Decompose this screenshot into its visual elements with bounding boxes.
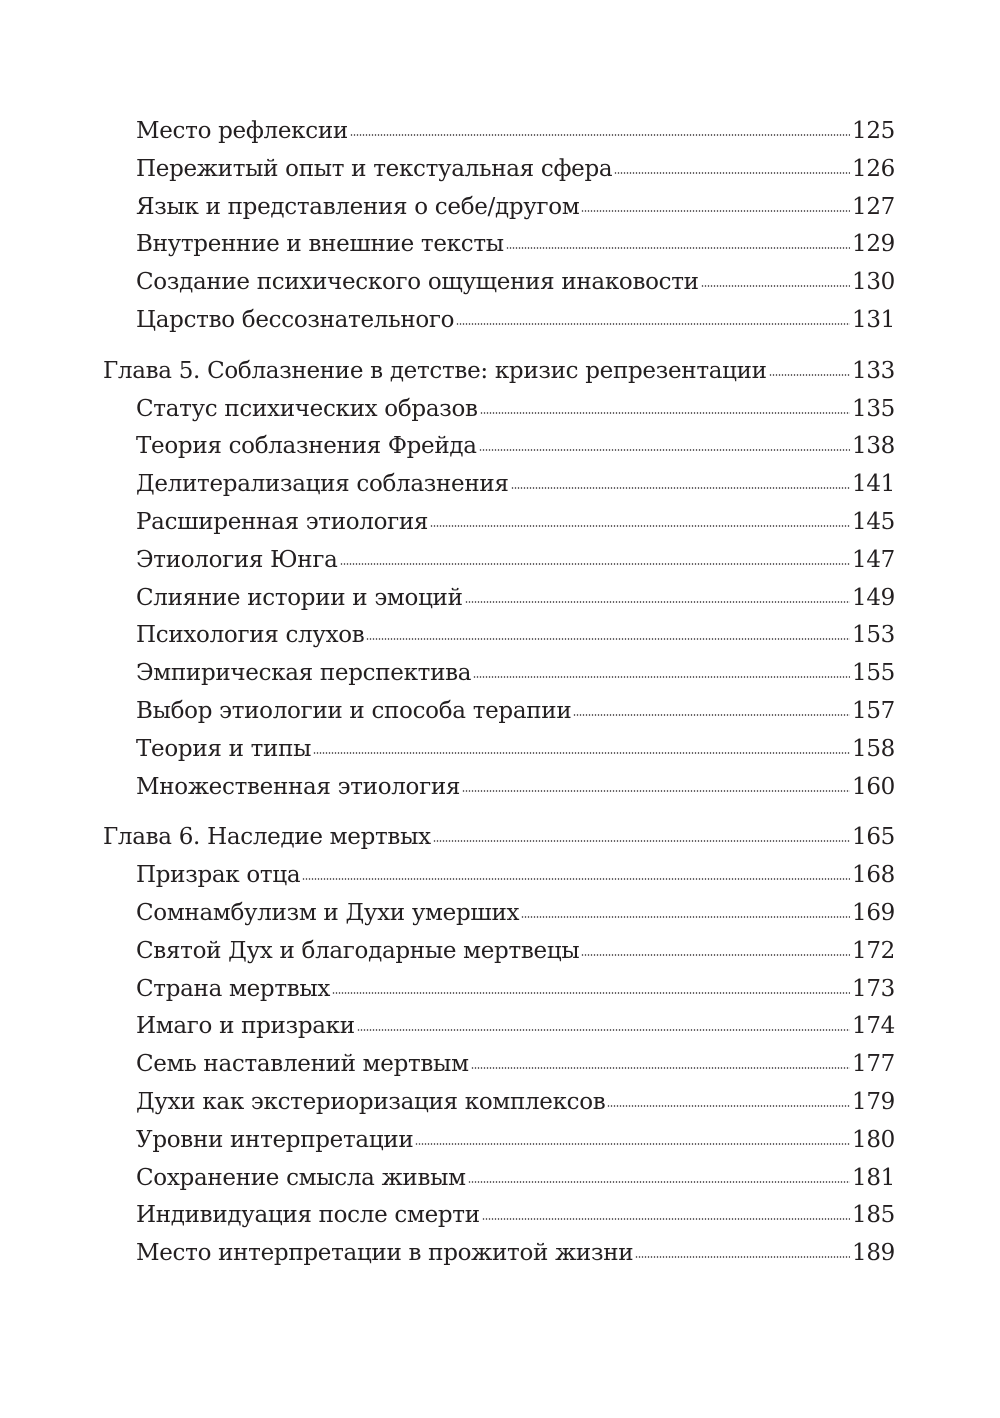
toc-entry-page-number: 181 bbox=[852, 1164, 895, 1191]
toc-entry[interactable] bbox=[103, 933, 895, 971]
toc-entry-page-number: 179 bbox=[852, 1088, 895, 1115]
dot-leader bbox=[614, 172, 850, 174]
toc-entry-page-number: 138 bbox=[852, 433, 895, 460]
toc-entry-page-number: 131 bbox=[852, 306, 895, 333]
dot-leader bbox=[473, 676, 850, 678]
toc-entry[interactable] bbox=[103, 693, 895, 731]
dot-leader bbox=[581, 954, 850, 956]
chapter-heading-title: Глава 5. Соблазнение в детстве: кризис репрезентации bbox=[103, 357, 767, 384]
toc-entry-title: Сохранение смысла живым bbox=[136, 1164, 466, 1191]
dot-leader bbox=[350, 134, 850, 136]
toc-entry-page-number: 125 bbox=[852, 118, 895, 144]
toc-entry[interactable] bbox=[103, 617, 895, 655]
toc-entry-page-number: 158 bbox=[852, 735, 895, 762]
toc-entry[interactable] bbox=[103, 731, 895, 769]
toc-entry[interactable] bbox=[103, 857, 895, 895]
toc-entry[interactable] bbox=[103, 1235, 895, 1273]
dot-leader bbox=[482, 1218, 850, 1220]
toc-entry-title: Имаго и призраки bbox=[136, 1013, 355, 1040]
toc-entry-page-number: 130 bbox=[852, 269, 895, 296]
toc-entry-title: Царство бессознательного bbox=[136, 306, 455, 333]
toc-entry-title: Делитерализация соблазнения bbox=[136, 471, 509, 498]
toc-entry-title: Страна мертвых bbox=[136, 975, 331, 1002]
toc-section bbox=[103, 819, 895, 1273]
dot-leader bbox=[468, 1181, 850, 1183]
toc-entry[interactable] bbox=[103, 895, 895, 933]
dot-leader bbox=[479, 449, 850, 451]
toc-entry-page-number: 145 bbox=[852, 508, 895, 535]
toc-entry[interactable] bbox=[103, 151, 895, 189]
toc-entry[interactable] bbox=[103, 189, 895, 227]
toc-entry-title: Множественная этиология bbox=[136, 773, 461, 800]
toc-entry-title: Место рефлексии bbox=[136, 118, 348, 144]
toc-entry-page-number: 157 bbox=[852, 697, 895, 724]
toc-entry[interactable] bbox=[103, 1084, 895, 1122]
dot-leader bbox=[430, 525, 850, 527]
toc-entry[interactable] bbox=[103, 391, 895, 429]
table-of-contents bbox=[103, 113, 895, 1286]
toc-entry[interactable] bbox=[103, 428, 895, 466]
dot-leader bbox=[415, 1143, 850, 1145]
toc-entry-page-number: 155 bbox=[852, 660, 895, 687]
dot-leader bbox=[506, 247, 850, 249]
toc-entry-page-number: 153 bbox=[852, 622, 895, 649]
toc-entry-title: Святой Дух и благодарные мертвецы bbox=[136, 937, 580, 964]
dot-leader bbox=[366, 638, 850, 640]
toc-entry-page-number: 173 bbox=[852, 975, 895, 1002]
dot-leader bbox=[462, 790, 850, 792]
toc-entry[interactable] bbox=[103, 1008, 895, 1046]
chapter-heading-page-number: 165 bbox=[852, 824, 895, 851]
toc-entry-title: Внутренние и внешние тексты bbox=[136, 231, 504, 258]
dot-leader bbox=[332, 992, 850, 994]
dot-leader bbox=[480, 412, 850, 414]
chapter-heading[interactable] bbox=[103, 819, 895, 857]
toc-entry-title: Место интерпретации в прожитой жизни bbox=[136, 1240, 634, 1267]
toc-entry[interactable] bbox=[103, 302, 895, 340]
toc-entry-page-number: 127 bbox=[852, 193, 895, 220]
toc-entry-title: Духи как экстериоризация комплексов bbox=[136, 1088, 606, 1115]
toc-entry-page-number: 129 bbox=[852, 231, 895, 258]
toc-entry-page-number: 147 bbox=[852, 546, 895, 573]
chapter-heading[interactable] bbox=[103, 353, 895, 391]
toc-entry-page-number: 189 bbox=[852, 1240, 895, 1267]
toc-entry-page-number: 126 bbox=[852, 155, 895, 182]
dot-leader bbox=[581, 210, 850, 212]
toc-entry-title: Индивидуация после смерти bbox=[136, 1202, 480, 1229]
toc-entry-page-number: 185 bbox=[852, 1202, 895, 1229]
toc-entry-title: Этиология Юнга bbox=[136, 546, 338, 573]
dot-leader bbox=[302, 878, 850, 880]
dot-leader bbox=[511, 487, 850, 489]
dot-leader bbox=[433, 840, 850, 842]
chapter-heading-page-number: 133 bbox=[852, 357, 895, 384]
toc-entry[interactable] bbox=[103, 971, 895, 1009]
toc-section bbox=[103, 113, 895, 340]
toc-entry[interactable] bbox=[103, 1197, 895, 1235]
toc-entry-title: Уровни интерпретации bbox=[136, 1126, 414, 1153]
dot-leader bbox=[456, 323, 850, 325]
toc-entry-page-number: 169 bbox=[852, 899, 895, 926]
toc-entry-title: Теория соблазнения Фрейда bbox=[136, 433, 477, 460]
dot-leader bbox=[701, 285, 850, 287]
toc-entry[interactable] bbox=[103, 113, 895, 151]
toc-entry[interactable] bbox=[103, 580, 895, 618]
toc-entry-page-number: 149 bbox=[852, 584, 895, 611]
toc-entry-page-number: 168 bbox=[852, 862, 895, 889]
toc-entry[interactable] bbox=[103, 655, 895, 693]
toc-entry-title: Эмпирическая перспектива bbox=[136, 660, 472, 687]
dot-leader bbox=[573, 714, 850, 716]
chapter-heading-title: Глава 6. Наследие мертвых bbox=[103, 824, 431, 851]
toc-entry-title: Язык и представления о себе/другом bbox=[136, 193, 580, 220]
toc-entry-title: Теория и типы bbox=[136, 735, 312, 762]
dot-leader bbox=[340, 563, 851, 565]
toc-entry-title: Семь наставлений мертвым bbox=[136, 1051, 469, 1078]
dot-leader bbox=[465, 601, 850, 603]
toc-entry-page-number: 172 bbox=[852, 937, 895, 964]
toc-entry[interactable] bbox=[103, 264, 895, 302]
dot-leader bbox=[357, 1029, 850, 1031]
toc-entry-title: Призрак отца bbox=[136, 862, 301, 889]
toc-entry-title: Расширенная этиология bbox=[136, 508, 429, 535]
dot-leader bbox=[471, 1067, 850, 1069]
toc-entry[interactable] bbox=[103, 769, 895, 807]
toc-entry-title: Выбор этиологии и способа терапии bbox=[136, 697, 572, 724]
toc-entry[interactable] bbox=[103, 542, 895, 580]
toc-entry[interactable] bbox=[103, 226, 895, 264]
toc-entry-page-number: 174 bbox=[852, 1013, 895, 1040]
toc-entry-title: Слияние истории и эмоций bbox=[136, 584, 463, 611]
toc-entry-page-number: 135 bbox=[852, 395, 895, 422]
dot-leader bbox=[521, 916, 850, 918]
toc-entry-title: Психология слухов bbox=[136, 622, 365, 649]
dot-leader bbox=[769, 374, 850, 376]
toc-entry-title: Создание психического ощущения инаковости bbox=[136, 269, 699, 296]
toc-entry[interactable] bbox=[103, 1046, 895, 1084]
toc-entry[interactable] bbox=[103, 466, 895, 504]
toc-entry[interactable] bbox=[103, 1122, 895, 1160]
dot-leader bbox=[313, 752, 850, 754]
toc-entry-page-number: 160 bbox=[852, 773, 895, 800]
toc-entry-page-number: 177 bbox=[852, 1051, 895, 1078]
toc-entry[interactable] bbox=[103, 504, 895, 542]
toc-entry-title: Пережитый опыт и текстуальная сфера bbox=[136, 155, 613, 182]
toc-entry-title: Статус психических образов bbox=[136, 395, 478, 422]
dot-leader bbox=[607, 1105, 850, 1107]
toc-entry[interactable] bbox=[103, 1160, 895, 1198]
dot-leader bbox=[635, 1256, 850, 1258]
toc-section bbox=[103, 353, 895, 807]
toc-entry-page-number: 141 bbox=[852, 471, 895, 498]
toc-entry-page-number: 180 bbox=[852, 1126, 895, 1153]
toc-entry-title: Сомнамбулизм и Духи умерших bbox=[136, 899, 520, 926]
